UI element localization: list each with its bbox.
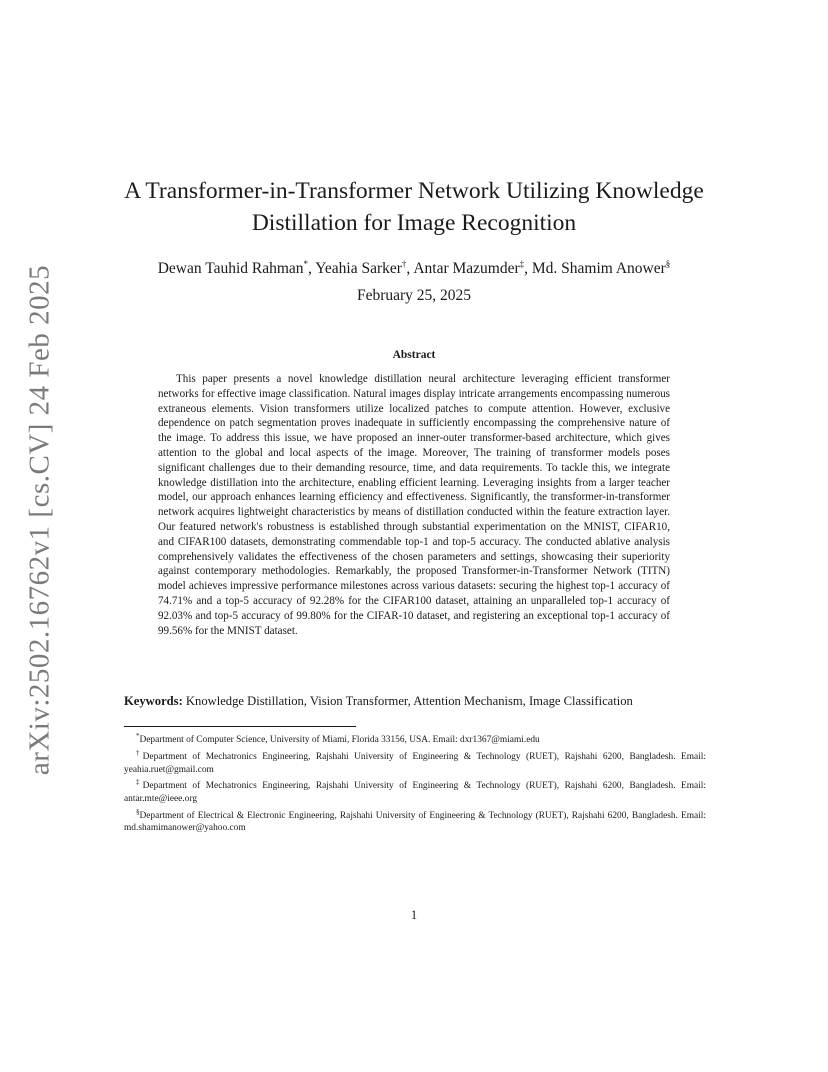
author-name: Yeahia Sarker: [315, 260, 402, 278]
footnote-mark: *: [136, 732, 140, 740]
footnote: [124, 747, 706, 776]
footnotes: [124, 730, 706, 835]
footnote-mark: †: [136, 749, 143, 758]
footnote-text: Department of Computer Science, University of Miami, Florida 33156, USA. Email: dxr1367@miami.edu: [139, 735, 540, 746]
footnote-text: Department of Mechatronics Engineering, Rajshahi University of Engineering & Technology (RUET), Rajshahi 6200, Bangladesh. Email: yeahia.ruet@gmail.com: [124, 752, 707, 775]
footnote-divider: [124, 726, 356, 727]
abstract-heading: Abstract: [392, 349, 436, 361]
arxiv-identifier-stamp: arXiv:2502.16762v1 [cs.CV] 24 Feb 2025: [23, 264, 56, 776]
author-list: Dewan Tauhid Rahman*, Yeahia Sarker†, Antar Mazumder‡, Md. Shamim Anower§: [157, 259, 671, 278]
author-footnote-mark: †: [401, 259, 407, 269]
author-name: Md. Shamim Anower: [531, 260, 666, 278]
footnote: [124, 730, 706, 747]
footnote: [124, 806, 706, 835]
footnote-mark: §: [136, 807, 140, 816]
footnote-text: Department of Mechatronics Engineering, Rajshahi University of Engineering & Technology (RUET), Rajshahi 6200, Bangladesh. Email: antar.mte@ieee.org: [124, 781, 707, 804]
footnote: [124, 776, 706, 805]
author-footnote-mark: *: [303, 259, 309, 269]
paper-title: A Transformer-in-Transformer Network Utilizing Knowledge Distillation for Image Recognition: [124, 178, 704, 236]
author-footnote-mark: §: [665, 259, 671, 269]
page-number: 1: [410, 908, 418, 922]
author-name: Antar Mazumder: [413, 260, 520, 278]
publication-date: February 25, 2025: [356, 287, 472, 304]
keywords-text: Knowledge Distillation, Vision Transformer, Attention Mechanism, Image Classification: [185, 694, 633, 708]
abstract-body: This paper presents a novel knowledge distillation neural architecture leveraging efficient transformer networks for effective image classification. Natural images display intricate arrangements encompassing numerous extraneous elements. Vision transformers utilize localized patches to compute attention. However, exclusive dependence on patch segmentation proves inadequate in sufficiently encompassing the comprehensive nature of the image. To address this issue, we have proposed an inner-outer transformer-based architecture, which gives attention to the global and local aspects of the image. Moreover, The training of transformer models poses significant challenges due to their demanding resource, time, and data requirements. To tackle this, we integrate knowledge distillation into the architecture, enabling efficient learning. Leveraging insights from a larger teacher model, our approach enhances learning efficiency and effectiveness. Significantly, the transformer-in-transformer network acquires lightweight characteristics by means of distillation conducted within the feature extraction layer. Our featured network's robustness is established through substantial experimentation on the MNIST, CIFAR10, and CIFAR100 datasets, demonstrating commendable top-1 and top-5 accuracy. The conducted ablative analysis comprehensively validates the effectiveness of the chosen parameters and settings, showcasing their superiority against contemporary methodologies. Remarkably, the proposed Transformer-in-Transformer Network (TITN) model achieves impressive performance milestones across various datasets: securing the highest top-1 accuracy of 74.71% and a top-5 accuracy of 92.28% for the CIFAR100 dataset, attaining an unparalleled top-1 accuracy of 92.03% and top-5 accuracy of 99.80% for the CIFAR-10 dataset, and registering an exceptional top-1 accuracy of 99.56% for the MNIST dataset.: [158, 373, 670, 637]
author-footnote-mark: ‡: [519, 259, 525, 269]
footnote-text: Department of Electrical & Electronic Engineering, Rajshahi University of Engineering & Technology (RUET), Rajshahi 6200, Bangladesh. Email: md.shamimanower@yahoo.com: [124, 811, 706, 834]
author-name: Dewan Tauhid Rahman: [157, 260, 304, 278]
footnote-mark: ‡: [136, 778, 143, 787]
keywords-label: Keywords:: [124, 694, 183, 708]
keywords-line: [124, 693, 706, 709]
